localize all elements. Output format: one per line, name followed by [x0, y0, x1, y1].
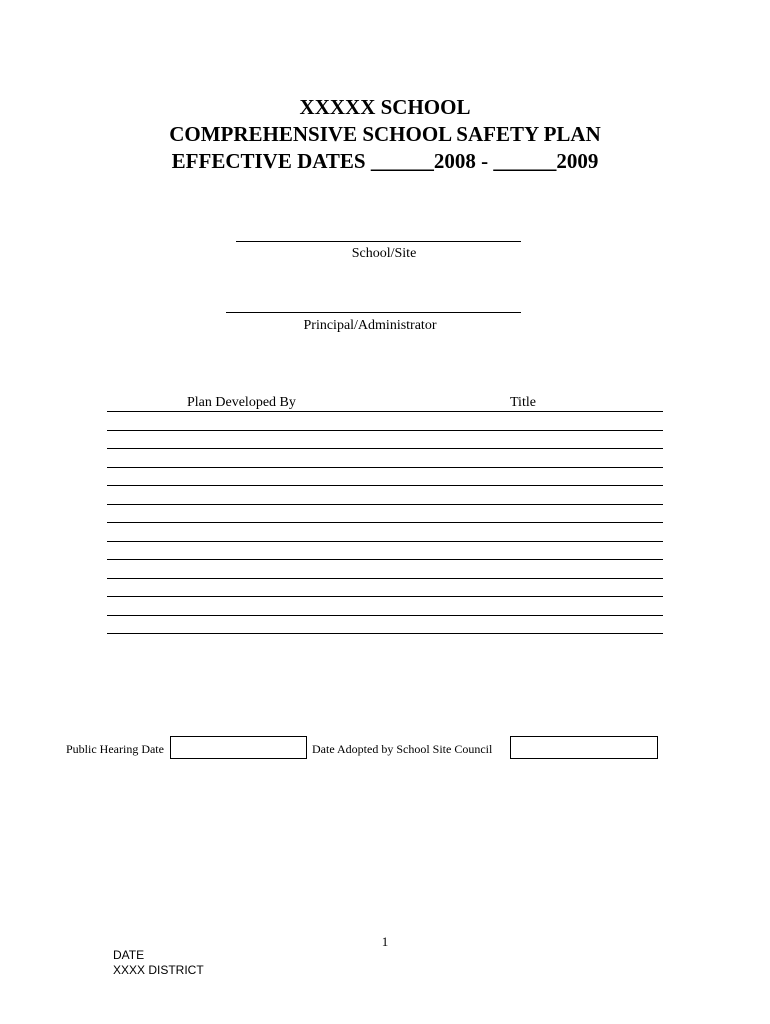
principal-signature-line — [226, 312, 521, 313]
school-site-label: School/Site — [351, 246, 417, 261]
date-adopted-label: Date Adopted by School Site Council — [312, 742, 493, 756]
page-number: 1 — [381, 934, 389, 949]
date-adopted-field[interactable] — [510, 736, 658, 759]
principal-label: Principal/Administrator — [303, 318, 437, 333]
footer — [113, 948, 204, 978]
table-row[interactable] — [107, 597, 663, 616]
plan-developed-by-table — [107, 393, 663, 634]
table-row[interactable] — [107, 468, 663, 487]
table-row[interactable] — [107, 560, 663, 579]
table-row[interactable] — [107, 412, 663, 431]
table-row[interactable] — [107, 542, 663, 561]
table-row[interactable] — [107, 523, 663, 542]
school-site-signature-line — [236, 241, 521, 242]
table-row[interactable] — [107, 431, 663, 450]
title-school-name: XXXXX SCHOOL — [299, 95, 471, 119]
footer-date: DATE — [113, 948, 145, 962]
footer-district: XXXX DISTRICT — [113, 963, 204, 977]
title-plan-name: COMPREHENSIVE SCHOOL SAFETY PLAN — [169, 122, 601, 146]
public-hearing-date-field[interactable] — [170, 736, 307, 759]
table-header — [107, 393, 663, 412]
table-row[interactable] — [107, 486, 663, 505]
plan-developed-by-header: Plan Developed By — [187, 395, 296, 410]
public-hearing-date-label: Public Hearing Date — [66, 742, 164, 756]
table-row[interactable] — [107, 579, 663, 598]
title-header: Title — [510, 395, 536, 410]
table-row[interactable] — [107, 505, 663, 524]
table-row[interactable] — [107, 449, 663, 468]
title-effective-dates: EFFECTIVE DATES ______2008 - ______2009 — [171, 149, 599, 173]
table-row[interactable] — [107, 616, 663, 635]
document-title — [0, 94, 770, 175]
